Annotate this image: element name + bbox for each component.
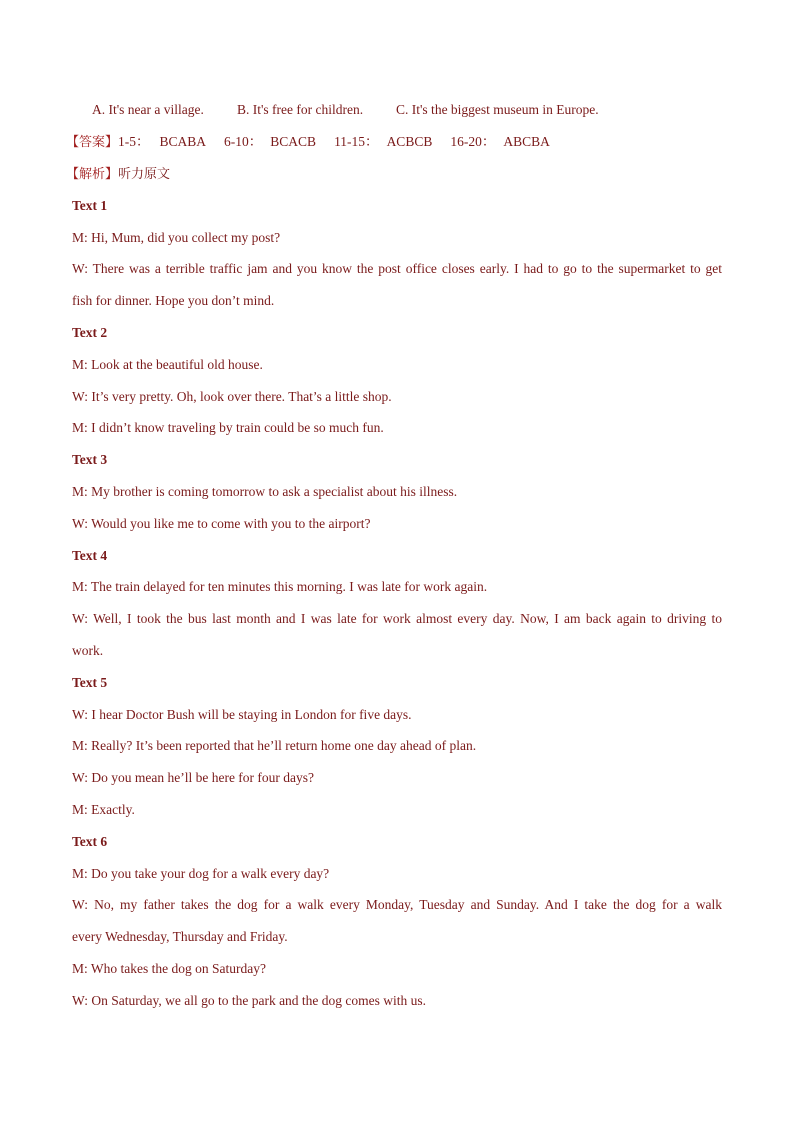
answer-line: [66, 133, 722, 152]
text-4-line-3: work.: [72, 643, 104, 658]
option-b: B. It's free for children.: [237, 102, 364, 117]
text-2-line-1: M: Look at the beautiful old house.: [72, 357, 263, 372]
answer-range-3: 11-15：: [334, 134, 379, 149]
answer-value-1: BCABA: [159, 134, 207, 149]
text-4-heading: Text 4: [72, 548, 108, 563]
answer-value-2: BCACB: [270, 134, 317, 149]
text-6-line-3: every Wednesday, Thursday and Friday.: [72, 929, 288, 944]
option-c: C. It's the biggest museum in Europe.: [396, 102, 599, 117]
analysis-line: [66, 165, 722, 184]
text-4-line-2: W: Well, I took the bus last month and I was late for work almost every day. Now, I am back again to driving to: [72, 611, 722, 626]
text-1-line-1: M: Hi, Mum, did you collect my post?: [72, 230, 281, 245]
answer-value-3: ACBCB: [386, 134, 433, 149]
text-5-line-3: W: Do you mean he’ll be here for four days?: [72, 770, 315, 785]
text-5-line-4: M: Exactly.: [72, 802, 135, 817]
text-2-line-3: M: I didn’t know traveling by train could be so much fun.: [72, 420, 384, 435]
text-3-heading: Text 3: [72, 452, 108, 467]
answer-range-2: 6-10：: [224, 134, 263, 149]
answer-label: 【答案】: [66, 135, 119, 150]
text-5-heading: Text 5: [72, 675, 108, 690]
answer-range-4: 16-20：: [450, 134, 496, 149]
text-3-line-2: W: Would you like me to come with you to the airport?: [72, 516, 371, 531]
text-6-line-4: M: Who takes the dog on Saturday?: [72, 961, 266, 976]
text-6-line-1: M: Do you take your dog for a walk every day?: [72, 866, 330, 881]
text-1-line-3: fish for dinner. Hope you don’t mind.: [72, 293, 275, 308]
answer-range-1: 1-5：: [118, 134, 150, 149]
text-5-line-2: M: Really? It’s been reported that he’ll return home one day ahead of plan.: [72, 738, 477, 753]
analysis-label: 【解析】: [66, 167, 119, 182]
analysis-text: 听力原文: [118, 167, 171, 182]
answer-value-4: ABCBA: [503, 134, 550, 149]
text-4-line-1: M: The train delayed for ten minutes this morning. I was late for work again.: [72, 579, 488, 594]
text-1-heading: Text 1: [72, 198, 108, 213]
text-2-line-2: W: It’s very pretty. Oh, look over there. That’s a little shop.: [72, 389, 392, 404]
text-2-heading: Text 2: [72, 325, 108, 340]
text-6-heading: Text 6: [72, 834, 108, 849]
text-3-line-1: M: My brother is coming tomorrow to ask a specialist about his illness.: [72, 484, 458, 499]
text-1-line-2: W: There was a terrible traffic jam and you know the post office closes early. I had to go to the supermarket to get: [72, 261, 722, 276]
text-6-line-5: W: On Saturday, we all go to the park and the dog comes with us.: [72, 993, 427, 1008]
text-6-line-2: W: No, my father takes the dog for a walk every Monday, Tuesday and Sunday. And I take the dog for a walk: [72, 897, 722, 912]
option-a: A. It's near a village.: [92, 102, 204, 117]
text-5-line-1: W: I hear Doctor Bush will be staying in London for five days.: [72, 707, 412, 722]
